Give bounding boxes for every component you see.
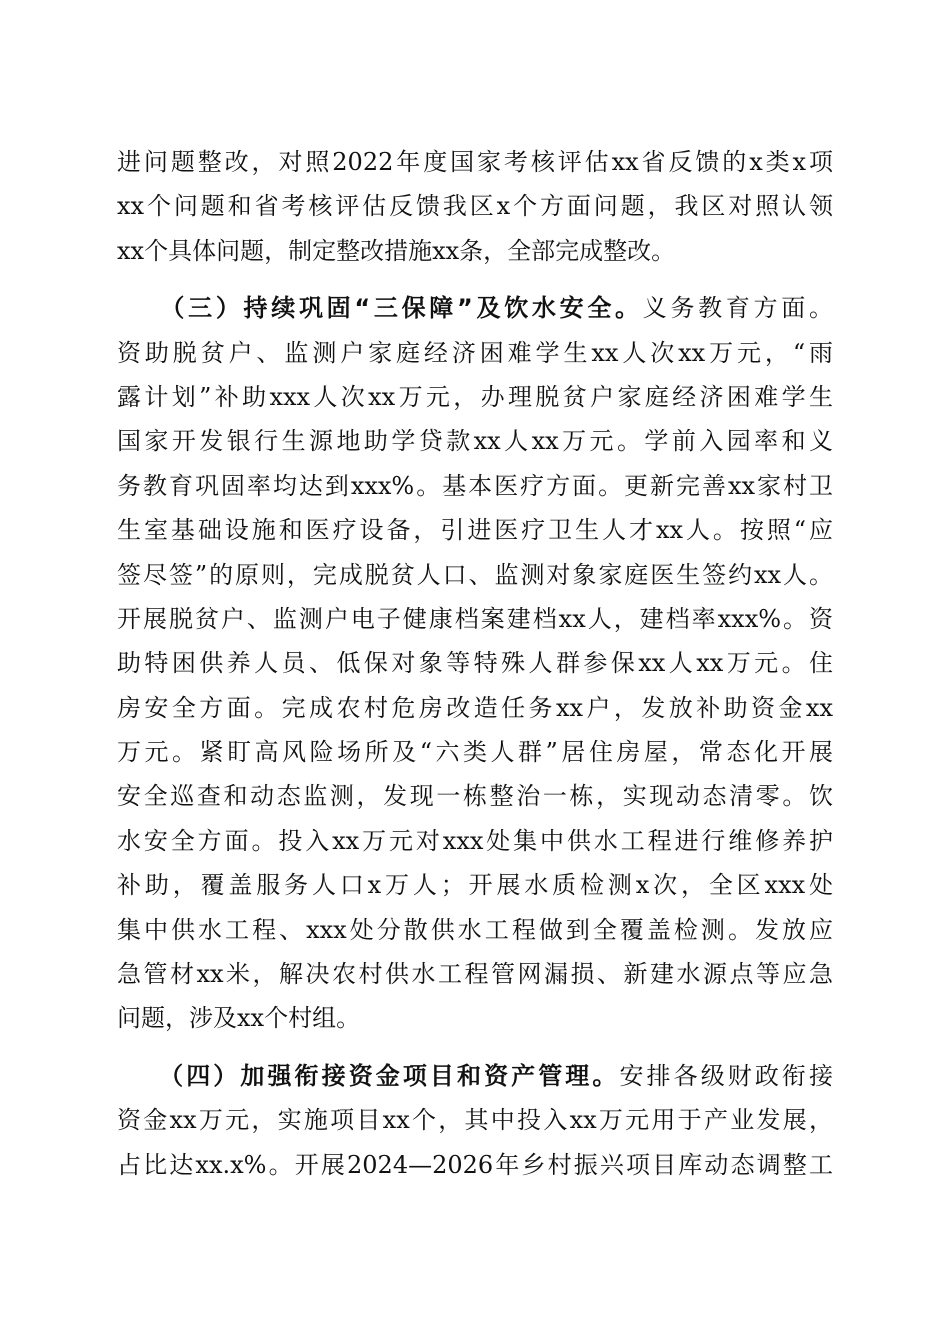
- paragraph-2-line-3: 露计划”补助xxx人次xx万元，办理脱贫户家庭经济困难学生: [117, 382, 833, 411]
- paragraph-2-line-5: 务教育巩固率均达到xxx%。基本医疗方面。更新完善xx家村卫: [117, 471, 833, 500]
- paragraph-2-line-7: 签尽签”的原则，完成脱贫人口、监测对象家庭医生签约xx人。: [117, 560, 833, 589]
- paragraph-2-line-1-text: 义务教育方面。: [642, 294, 834, 323]
- paragraph-spacer: [117, 273, 833, 286]
- section-heading-3: （三）持续巩固“三保障”及饮水安全。: [172, 294, 643, 323]
- paragraph-2-line-13: 水安全方面。投入xx万元对xxx处集中供水工程进行维修养护: [117, 826, 833, 855]
- paragraph-2-line-2: 资助脱贫户、监测户家庭经济困难学生xx人次xx万元，“雨: [117, 338, 833, 367]
- paragraph-1-line-1: 进问题整改，对照2022年度国家考核评估xx省反馈的x类x项: [117, 148, 833, 176]
- paragraph-2-line-10: 房安全方面。完成农村危房改造任务xx户，发放补助资金xx: [117, 693, 833, 722]
- paragraph-spacer: [117, 1041, 833, 1054]
- paragraph-2-line-17: 问题，涉及xx个村组。: [117, 1004, 361, 1033]
- paragraph-2-line-14: 补助，覆盖服务人口x万人；开展水质检测x次，全区xxx处: [117, 871, 833, 900]
- paragraph-2-line-6: 生室基础设施和医疗设备，引进医疗卫生人才xx人。按照“应: [117, 516, 833, 545]
- paragraph-1-line-3: xx个具体问题，制定整改措施xx条，全部完成整改。: [117, 236, 676, 265]
- paragraph-3-line-1: [117, 1054, 833, 1098]
- paragraph-2-line-8: 开展脱贫户、监测户电子健康档案建档xx人，建档率xxx%。资: [117, 604, 833, 633]
- paragraph-2-line-9: 助特困供养人员、低保对象等特殊人群参保xx人xx万元。住: [117, 649, 833, 678]
- paragraph-2-line-15: 集中供水工程、xxx处分散供水工程做到全覆盖检测。发放应: [117, 915, 833, 944]
- document-body: [117, 140, 833, 1187]
- section-heading-4: （四）加强衔接资金项目和资产管理。: [171, 1061, 620, 1090]
- paragraph-1-line-2: xx个问题和省考核评估反馈我区x个方面问题，我区对照认领: [117, 192, 833, 221]
- paragraph-2-line-11: 万元。紧盯高风险场所及“六类人群”居住房屋，常态化开展: [117, 738, 833, 767]
- paragraph-3-line-2: 资金xx万元，实施项目xx个，其中投入xx万元用于产业发展，: [117, 1106, 833, 1135]
- paragraph-3-line-3: 占比达xx.x%。开展2024—2026年乡村振兴项目库动态调整工: [117, 1150, 833, 1179]
- paragraph-3-line-1-text: 安排各级财政衔接: [619, 1061, 834, 1090]
- paragraph-2-line-16: 急管材xx米，解决农村供水工程管网漏损、新建水源点等应急: [117, 960, 833, 989]
- paragraph-2-line-4: 国家开发银行生源地助学贷款xx人xx万元。学前入园率和义: [117, 427, 833, 456]
- paragraph-2-line-1: [117, 286, 833, 330]
- paragraph-2-line-12: 安全巡查和动态监测，发现一栋整治一栋，实现动态清零。饮: [117, 782, 833, 811]
